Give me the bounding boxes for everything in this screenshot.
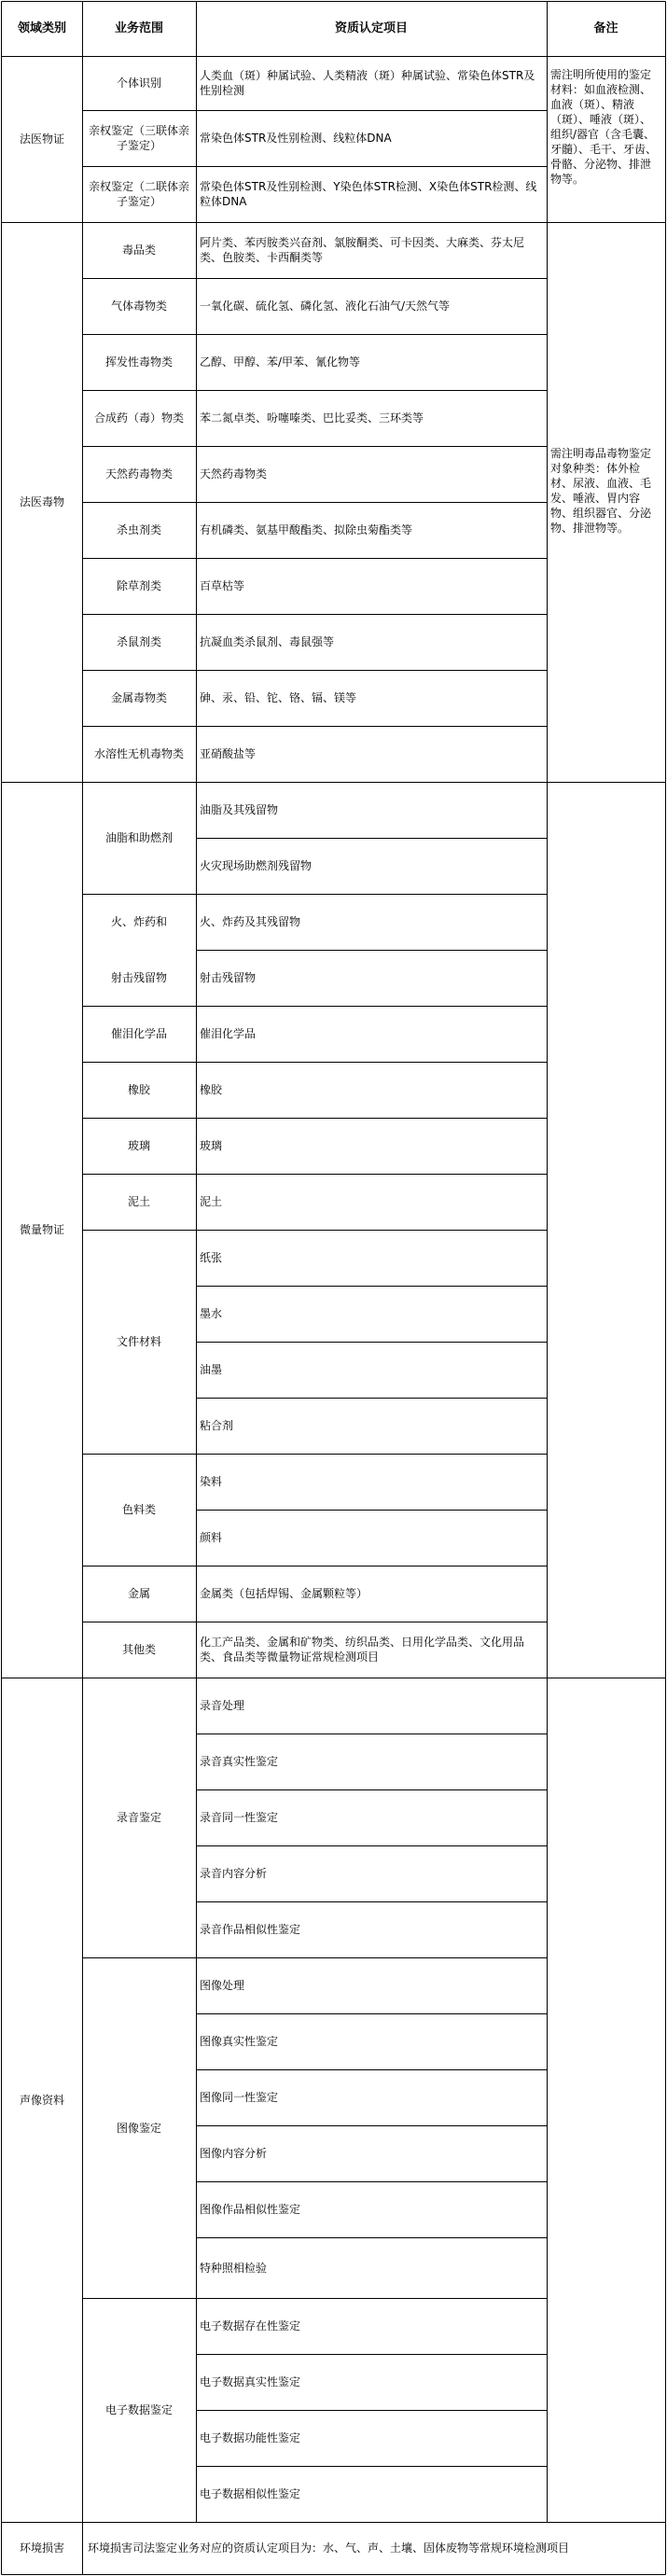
scope-cell [82, 446, 196, 502]
scope-text: 火、炸药和 [110, 915, 167, 928]
header-remark [547, 2, 665, 56]
item-cell [196, 1286, 547, 1342]
scope-cell [82, 1230, 196, 1454]
domain-text: 环境损害 [19, 2541, 64, 2555]
item-cell [196, 166, 547, 222]
item-cell [196, 1062, 547, 1118]
domain-cell [2, 222, 82, 782]
item-cell [196, 1622, 547, 1678]
item-cell [196, 502, 547, 558]
item-text: 亚硝酸盐等 [200, 747, 257, 760]
item-cell [196, 2298, 547, 2354]
item-cell [196, 1901, 547, 1957]
scope-text: 油脂和助燃剂 [104, 831, 173, 844]
item-text: 纸张 [200, 1251, 223, 1264]
item-cell [196, 1342, 547, 1398]
domain-text: 法医毒物 [19, 495, 64, 508]
item-text: 百草枯等 [200, 579, 245, 592]
item-cell [196, 670, 547, 726]
header-domain-text: 领域类别 [17, 21, 66, 35]
scope-cell [82, 894, 196, 950]
item-cell [196, 56, 547, 110]
scope-text: 金属 [127, 1587, 150, 1600]
item-text: 图像内容分析 [200, 2147, 268, 2160]
scope-cell [82, 1622, 196, 1678]
item-text: 染料 [200, 1475, 223, 1488]
item-cell [196, 1006, 547, 1062]
domain-cell [2, 782, 82, 1678]
item-text: 环境损害司法鉴定业务对应的资质认定项目为：水、气、声、土壤、固体废物等常规环境检测项目 [88, 2541, 570, 2555]
item-text: 电子数据功能性鉴定 [200, 2431, 301, 2444]
item-cell [196, 1398, 547, 1454]
item-cell [196, 1957, 547, 2013]
item-text: 电子数据相似性鉴定 [200, 2487, 301, 2500]
item-text: 化工产品类、金属和矿物类、纺织品类、日用化学品类、文化用品类、食品类等微量物证常规检测项目 [200, 1636, 525, 1664]
item-text: 抗凝血类杀鼠剂、毒鼠强等 [200, 635, 335, 648]
item-cell [196, 2013, 547, 2069]
item-text: 火、炸药及其残留物 [200, 915, 301, 928]
item-cell [196, 1174, 547, 1230]
item-text: 油墨 [200, 1363, 223, 1376]
item-cell [196, 2410, 547, 2466]
scope-text: 金属毒物类 [110, 691, 167, 704]
item-text: 电子数据存在性鉴定 [200, 2319, 301, 2332]
item-cell [196, 390, 547, 446]
scope-cell [82, 222, 196, 278]
item-text: 图像处理 [200, 1979, 245, 1992]
item-text: 常染色体STR及性别检测、线粒体DNA [200, 132, 392, 145]
domain-text: 声像资料 [19, 2093, 64, 2107]
scope-text: 除草剂类 [116, 579, 161, 592]
scope-cell [82, 670, 196, 726]
header-scope [82, 2, 196, 56]
item-text: 火灾现场助燃剂残留物 [200, 859, 313, 872]
scope-text: 水溶性无机毒物类 [93, 747, 184, 760]
item-text: 特种照相检验 [200, 2261, 268, 2275]
item-text: 颜料 [200, 1531, 223, 1544]
item-text: 乙醇、甲醇、苯/甲苯、氰化物等 [200, 355, 361, 369]
remark-text: 需注明毒品毒物鉴定对象种类：体外检材、尿液、血液、毛发、唾液、胃内容物、组织器官、分泌物、排泄物等。 [550, 447, 652, 535]
scope-cell [82, 558, 196, 614]
item-text: 图像作品相似性鉴定 [200, 2203, 301, 2216]
item-cell [196, 1678, 547, 1734]
scope-text: 挥发性毒物类 [104, 355, 173, 369]
scope-text: 合成药（毒）物类 [93, 411, 184, 425]
remark-cell [547, 222, 665, 782]
scope-text: 电子数据鉴定 [104, 2403, 173, 2416]
header-item [196, 2, 547, 56]
scope-cell [82, 2298, 196, 2522]
scope-cell [82, 502, 196, 558]
item-cell [196, 2069, 547, 2125]
scope-cell [82, 782, 196, 894]
domain-cell [2, 1678, 82, 2522]
item-text: 图像同一性鉴定 [200, 2091, 279, 2104]
scope-text: 橡胶 [127, 1083, 150, 1096]
item-text: 录音真实性鉴定 [200, 1755, 279, 1768]
item-text: 录音作品相似性鉴定 [200, 1923, 301, 1936]
item-cell [196, 2354, 547, 2410]
scope-text: 亲权鉴定（三联体亲子鉴定） [88, 124, 189, 152]
scope-cell [82, 726, 196, 782]
scope-text: 毒品类 [121, 244, 156, 257]
header-scope-text: 业务范围 [114, 21, 163, 35]
scope-text: 玻璃 [127, 1139, 150, 1152]
environment-item-cell [82, 2522, 665, 2574]
scope-cell [82, 1006, 196, 1062]
item-text: 泥土 [200, 1195, 223, 1208]
header-domain [2, 2, 82, 56]
item-cell [196, 2181, 547, 2237]
item-cell [196, 950, 547, 1006]
scope-cell [82, 110, 196, 166]
item-text: 录音同一性鉴定 [200, 1811, 279, 1824]
scope-text: 文件材料 [116, 1335, 161, 1348]
item-cell [196, 782, 547, 838]
domain-text: 法医物证 [19, 132, 64, 146]
domain-text: 微量物证 [19, 1223, 64, 1236]
scope-text: 杀虫剂类 [116, 523, 161, 536]
item-text: 金属类（包括焊锡、金属颗粒等） [200, 1587, 368, 1600]
domain-cell [2, 2522, 82, 2574]
scope-cell [82, 1062, 196, 1118]
scope-text: 射击残留物 [110, 971, 167, 984]
item-text: 天然药毒物类 [200, 467, 268, 480]
scope-cell [82, 1957, 196, 2298]
scope-text: 其他类 [121, 1643, 156, 1656]
scope-cell [82, 278, 196, 334]
item-cell [196, 614, 547, 670]
remark-cell [547, 56, 665, 222]
scope-text: 催泪化学品 [110, 1027, 167, 1040]
item-cell [196, 1845, 547, 1901]
item-text: 人类血（斑）种属试验、人类精液（斑）种属试验、常染色体STR及性别检测 [200, 69, 535, 97]
scope-cell [82, 1174, 196, 1230]
scope-cell [82, 1566, 196, 1622]
scope-text: 色料类 [121, 1503, 156, 1516]
item-text: 苯二氮卓类、吩噻嗪类、巴比妥类、三环类等 [200, 411, 424, 425]
scope-text: 录音鉴定 [116, 1811, 161, 1824]
item-text: 玻璃 [200, 1139, 223, 1152]
item-cell [196, 1566, 547, 1622]
item-cell [196, 110, 547, 166]
scope-cell [82, 56, 196, 110]
item-cell [196, 2237, 547, 2298]
scope-text: 天然药毒物类 [104, 467, 173, 480]
item-text: 粘合剂 [200, 1419, 234, 1432]
item-cell [196, 1510, 547, 1566]
scope-text: 杀鼠剂类 [116, 635, 161, 648]
item-cell [196, 726, 547, 782]
scope-text: 个体识别 [116, 77, 161, 90]
scope-cell [82, 1118, 196, 1174]
item-cell [196, 1734, 547, 1789]
item-cell [196, 278, 547, 334]
scope-cell [82, 334, 196, 390]
item-text: 录音内容分析 [200, 1867, 268, 1880]
item-cell [196, 558, 547, 614]
scope-cell [82, 390, 196, 446]
header-item-text: 资质认定项目 [334, 21, 408, 35]
item-cell [196, 1789, 547, 1845]
scope-text: 泥土 [127, 1195, 150, 1208]
item-cell [196, 838, 547, 894]
item-text: 阿片类、苯丙胺类兴奋剂、氯胺酮类、可卡因类、大麻类、芬太尼类、色胺类、卡西酮类等 [200, 236, 525, 264]
item-text: 电子数据真实性鉴定 [200, 2375, 301, 2388]
scope-cell [82, 1678, 196, 1957]
item-text: 录音处理 [200, 1699, 245, 1712]
item-text: 常染色体STR及性别检测、Y染色体STR检测、X染色体STR检测、线粒体DNA [200, 180, 537, 208]
scope-cell [82, 614, 196, 670]
item-text: 砷、汞、铅、铊、铬、镉、镁等 [200, 691, 357, 704]
item-text: 油脂及其残留物 [200, 803, 279, 816]
remark-text: 需注明所使用的鉴定材料：如血液检测、血液（斑）、精液（斑）、唾液（斑）、组织/器官（含毛囊、牙髓）、毛干、牙齿、骨骼、分泌物、排泄物等。 [550, 68, 658, 186]
item-text: 橡胶 [200, 1083, 223, 1096]
item-text: 墨水 [200, 1307, 223, 1320]
item-text: 一氧化碳、硫化氢、磷化氢、液化石油气/天然气等 [200, 299, 451, 313]
item-text: 催泪化学品 [200, 1027, 257, 1040]
item-cell [196, 1118, 547, 1174]
item-cell [196, 222, 547, 278]
item-cell [196, 2466, 547, 2522]
item-cell [196, 894, 547, 950]
scope-text: 气体毒物类 [110, 299, 167, 313]
scope-cell [82, 166, 196, 222]
item-cell [196, 1230, 547, 1286]
item-text: 有机磷类、氨基甲酸酯类、拟除虫菊酯类等 [200, 523, 413, 536]
scope-text: 亲权鉴定（二联体亲子鉴定） [88, 180, 189, 208]
scope-cell [82, 950, 196, 1006]
item-cell [196, 334, 547, 390]
scope-text: 图像鉴定 [116, 2121, 161, 2135]
item-text: 图像真实性鉴定 [200, 2035, 279, 2048]
scope-cell [82, 1454, 196, 1566]
item-cell [196, 1454, 547, 1510]
item-cell [196, 446, 547, 502]
header-remark-text: 备注 [593, 21, 618, 35]
item-text: 射击残留物 [200, 971, 257, 984]
item-cell [196, 2125, 547, 2181]
domain-cell [2, 56, 82, 222]
